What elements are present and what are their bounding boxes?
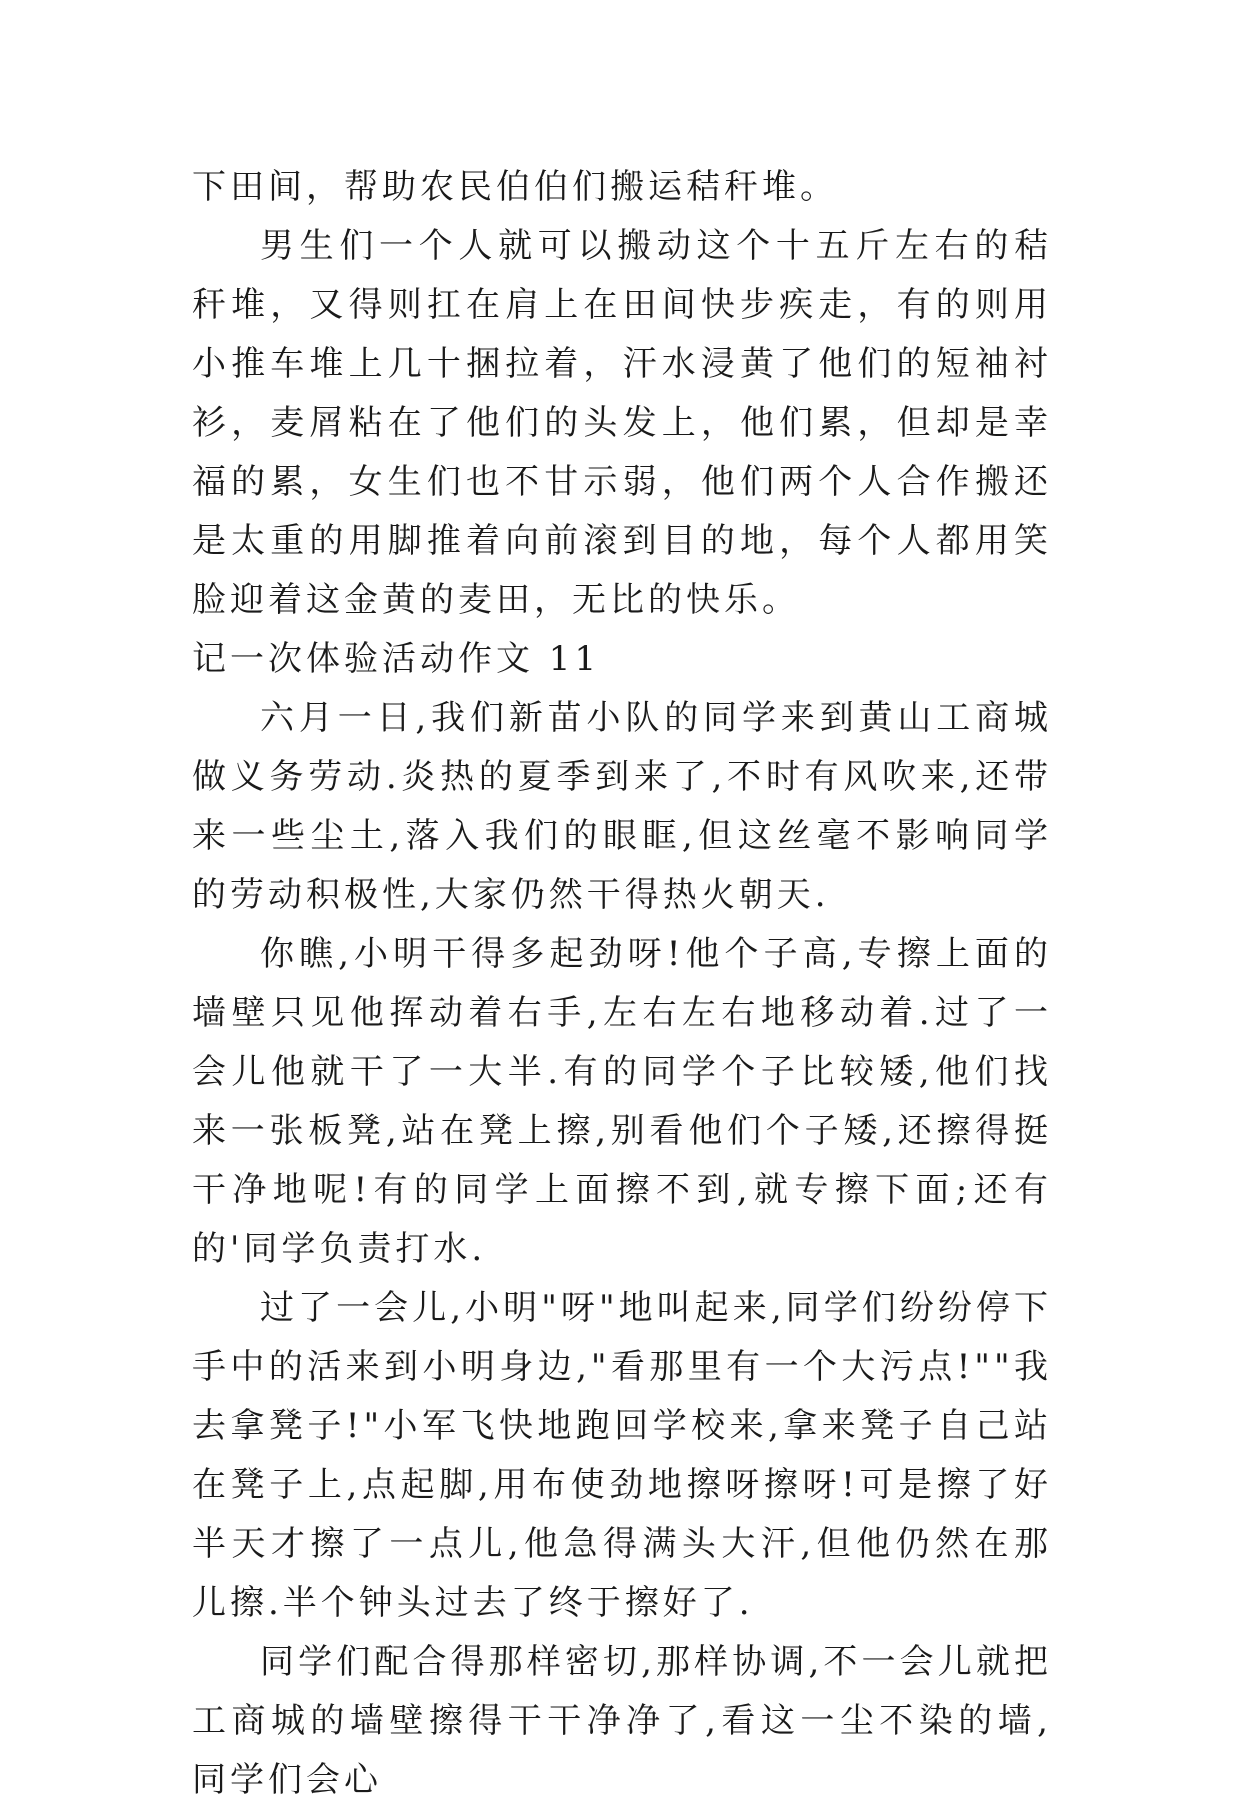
paragraph-cooperation: 同学们配合得那样密切,那样协调,不一会儿就把工商城的墙壁擦得干干净净了,看这一尘不染的墙,同学们会心 [192, 1642, 1052, 1800]
paragraph-xiaoming-wiping: 你瞧,小明干得多起劲呀!他个子高,专擦上面的墙壁只见他挥动着右手,左右左右地移动着.过了一会儿他就干了一大半.有的同学个子比较矮,他们找来一张板凳,站在凳上擦,别看他们个子矮,还擦得挺干净地呢!有的同学上面擦不到,就专擦下面;还有的'同学负责打水. [192, 934, 1052, 1269]
paragraph-stain: 过了一会儿,小明"呀"地叫起来,同学们纷纷停下手中的活来到小明身边,"看那里有一个大污点!""我去拿凳子!"小军飞快地跑回学校来,拿来凳子自己站在凳子上,点起脚,用布使劲地擦呀擦呀!可是擦了好半天才擦了一点儿,他急得满头大汗,但他仍然在那儿擦.半个钟头过去了终于擦好了. [192, 1288, 1052, 1623]
paragraph-june-first: 六月一日,我们新苗小队的同学来到黄山工商城做义务劳动.炎热的夏季到来了,不时有风吹来,还带来一些尘土,落入我们的眼眶,但这丝毫不影响同学的劳动积极性,大家仍然干得热火朝天. [192, 698, 1052, 915]
paragraph-continued: 下田间，帮助农民伯伯们搬运秸秆堆。 [192, 167, 838, 207]
document-body [192, 158, 1052, 1810]
paragraph-boys-carrying: 男生们一个人就可以搬动这个十五斤左右的秸秆堆，又得则扛在肩上在田间快步疾走，有的则用小推车堆上几十捆拉着，汗水浸黄了他们的短袖衬衫，麦屑粘在了他们的头发上，他们累，但却是幸福的累，女生们也不甘示弱，他们两个人合作搬还是太重的用脚推着向前滚到目的地，每个人都用笑脸迎着这金黄的麦田，无比的快乐。 [192, 226, 1052, 620]
essay-heading: 记一次体验活动作文 11 [192, 639, 601, 679]
